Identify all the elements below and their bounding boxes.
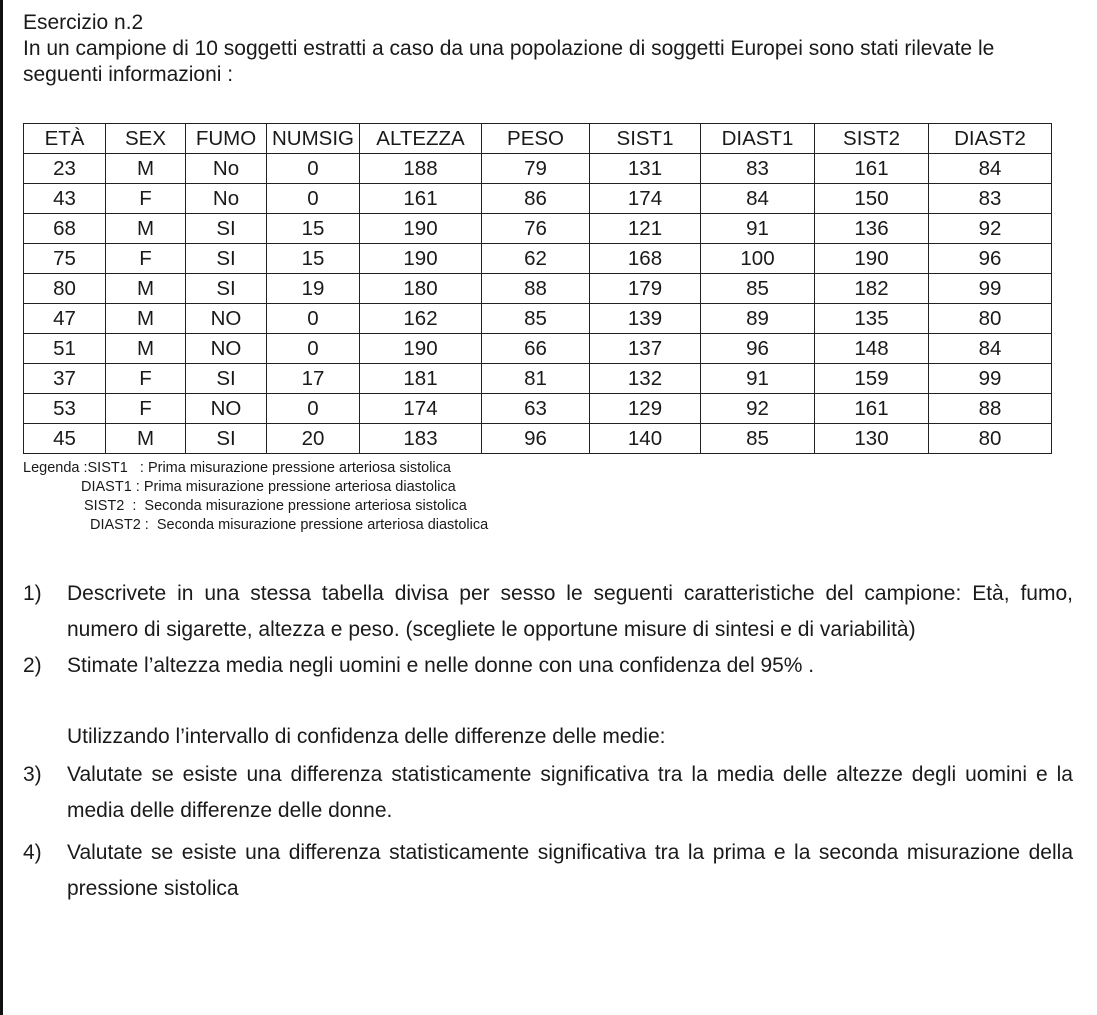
exercise-title: Esercizio n.2 [23,11,144,34]
question-2 [23,648,1073,684]
table-cell: F [106,184,186,214]
legend-line: Legenda :SIST1 : Prima misurazione pressione arteriosa sistolica [23,460,451,476]
table-cell: 91 [701,214,815,244]
column-header: ALTEZZA [360,124,482,154]
table-cell: 80 [24,274,106,304]
table-cell: 88 [929,394,1052,424]
table-row [24,154,1052,184]
table-cell: 136 [815,214,929,244]
table-cell: 96 [482,424,590,454]
table-cell: 0 [267,184,360,214]
table-cell: 0 [267,394,360,424]
table-cell: 131 [590,154,701,184]
column-header: FUMO [186,124,267,154]
table-cell: 161 [360,184,482,214]
table-cell: 0 [267,334,360,364]
legend-line: DIAST1 : Prima misurazione pressione arteriosa diastolica [81,479,456,495]
column-header: ETÀ [24,124,106,154]
question-number: 3) [23,763,42,786]
table-cell: SI [186,424,267,454]
table-row [24,304,1052,334]
table-cell: 76 [482,214,590,244]
table-cell: 43 [24,184,106,214]
table-row [24,244,1052,274]
table-cell: 121 [590,214,701,244]
questions-subheading: Utilizzando l’intervallo di confidenza delle differenze delle medie: [67,725,666,748]
table-cell: 20 [267,424,360,454]
column-header: SIST2 [815,124,929,154]
table-cell: 15 [267,214,360,244]
table-cell: 17 [267,364,360,394]
table-cell: 83 [929,184,1052,214]
table-body [24,154,1052,454]
table-cell: 99 [929,364,1052,394]
legend [23,459,488,535]
questions-list [23,576,1073,907]
table-cell: 80 [929,424,1052,454]
table-cell: 96 [701,334,815,364]
question-text: Valutate se esiste una differenza statisticamente significativa tra la media delle altezze degli uomini e la media delle differenze delle donne. [67,763,1073,822]
table-row [24,424,1052,454]
table-cell: 85 [701,424,815,454]
table-cell: 19 [267,274,360,304]
table-cell: 92 [701,394,815,424]
table-cell: M [106,154,186,184]
table-cell: 23 [24,154,106,184]
table-cell: 84 [701,184,815,214]
table-cell: 148 [815,334,929,364]
table-cell: 47 [24,304,106,334]
table-cell: SI [186,214,267,244]
question-text: Stimate l’altezza media negli uomini e nelle donne con una confidenza del 95% . [67,654,815,677]
table-cell: 79 [482,154,590,184]
table-cell: F [106,394,186,424]
table-cell: 161 [815,394,929,424]
table-header-row [24,124,1052,154]
table-cell: 159 [815,364,929,394]
table-cell: 45 [24,424,106,454]
table-cell: F [106,364,186,394]
table-cell: 0 [267,154,360,184]
table-cell: 86 [482,184,590,214]
table-cell: M [106,214,186,244]
question-3 [23,757,1073,829]
table-cell: M [106,274,186,304]
table-cell: 181 [360,364,482,394]
column-header: DIAST2 [929,124,1052,154]
question-text: Valutate se esiste una differenza statisticamente significativa tra la prima e la seconda misurazione della pressione sistolica [67,841,1073,900]
table-cell: 137 [590,334,701,364]
table-cell: 15 [267,244,360,274]
table-cell: 190 [360,214,482,244]
table-cell: M [106,424,186,454]
table-cell: SI [186,364,267,394]
table-cell: 83 [701,154,815,184]
column-header: SIST1 [590,124,701,154]
column-header: NUMSIG [267,124,360,154]
table-cell: 85 [482,304,590,334]
table-cell: 84 [929,334,1052,364]
table-row [24,394,1052,424]
table-cell: 183 [360,424,482,454]
table-row [24,364,1052,394]
table-row [24,214,1052,244]
table-cell: 63 [482,394,590,424]
table-cell: SI [186,244,267,274]
table-cell: 132 [590,364,701,394]
table-cell: F [106,244,186,274]
table-cell: 161 [815,154,929,184]
table-cell: 66 [482,334,590,364]
table-cell: 174 [590,184,701,214]
table-cell: No [186,154,267,184]
table-cell: 129 [590,394,701,424]
table-cell: 81 [482,364,590,394]
table-cell: NO [186,334,267,364]
table-cell: NO [186,394,267,424]
table-cell: M [106,334,186,364]
question-number: 4) [23,841,42,864]
table-cell: 85 [701,274,815,304]
exercise-intro: In un campione di 10 soggetti estratti a caso da una popolazione di soggetti Europei sono stati rilevate le seguenti informazioni : [23,37,995,86]
table-cell: M [106,304,186,334]
question-4 [23,835,1073,907]
table-row [24,184,1052,214]
column-header: DIAST1 [701,124,815,154]
table-cell: 182 [815,274,929,304]
table-cell: 179 [590,274,701,304]
table-cell: 75 [24,244,106,274]
table-cell: 190 [360,334,482,364]
table-cell: 51 [24,334,106,364]
table-cell: 162 [360,304,482,334]
table-cell: SI [186,274,267,304]
column-header: PESO [482,124,590,154]
table-cell: 37 [24,364,106,394]
table-cell: 174 [360,394,482,424]
question-number: 1) [23,582,42,605]
table-cell: 180 [360,274,482,304]
table-cell: 62 [482,244,590,274]
column-header: SEX [106,124,186,154]
legend-line: DIAST2 : Seconda misurazione pressione arteriosa diastolica [90,517,489,533]
table-cell: 190 [360,244,482,274]
table-cell: 53 [24,394,106,424]
table-cell: No [186,184,267,214]
table-cell: 92 [929,214,1052,244]
table-cell: 100 [701,244,815,274]
table-row [24,334,1052,364]
table-cell: 88 [482,274,590,304]
table-cell: 130 [815,424,929,454]
table-cell: 140 [590,424,701,454]
table-cell: 190 [815,244,929,274]
table-cell: 91 [701,364,815,394]
table-cell: 68 [24,214,106,244]
question-number: 2) [23,654,42,677]
question-text: Descrivete in una stessa tabella divisa per sesso le seguenti caratteristiche del campione: Età, fumo, numero di sigarette, altezza e peso. (scegliete le opportune misure di sintesi e di variabilità) [67,582,1073,641]
page-left-border [0,0,3,1015]
table-cell: 84 [929,154,1052,184]
table-cell: 168 [590,244,701,274]
table-cell: 89 [701,304,815,334]
table-cell: 99 [929,274,1052,304]
table-cell: 80 [929,304,1052,334]
table-cell: 0 [267,304,360,334]
table-cell: NO [186,304,267,334]
legend-line: SIST2 : Seconda misurazione pressione arteriosa sistolica [84,498,467,514]
table-cell: 188 [360,154,482,184]
table-cell: 139 [590,304,701,334]
table-row [24,274,1052,304]
table-cell: 96 [929,244,1052,274]
table-cell: 150 [815,184,929,214]
data-table [23,123,1052,454]
question-1 [23,576,1073,648]
table-cell: 135 [815,304,929,334]
document-page [23,10,1083,900]
